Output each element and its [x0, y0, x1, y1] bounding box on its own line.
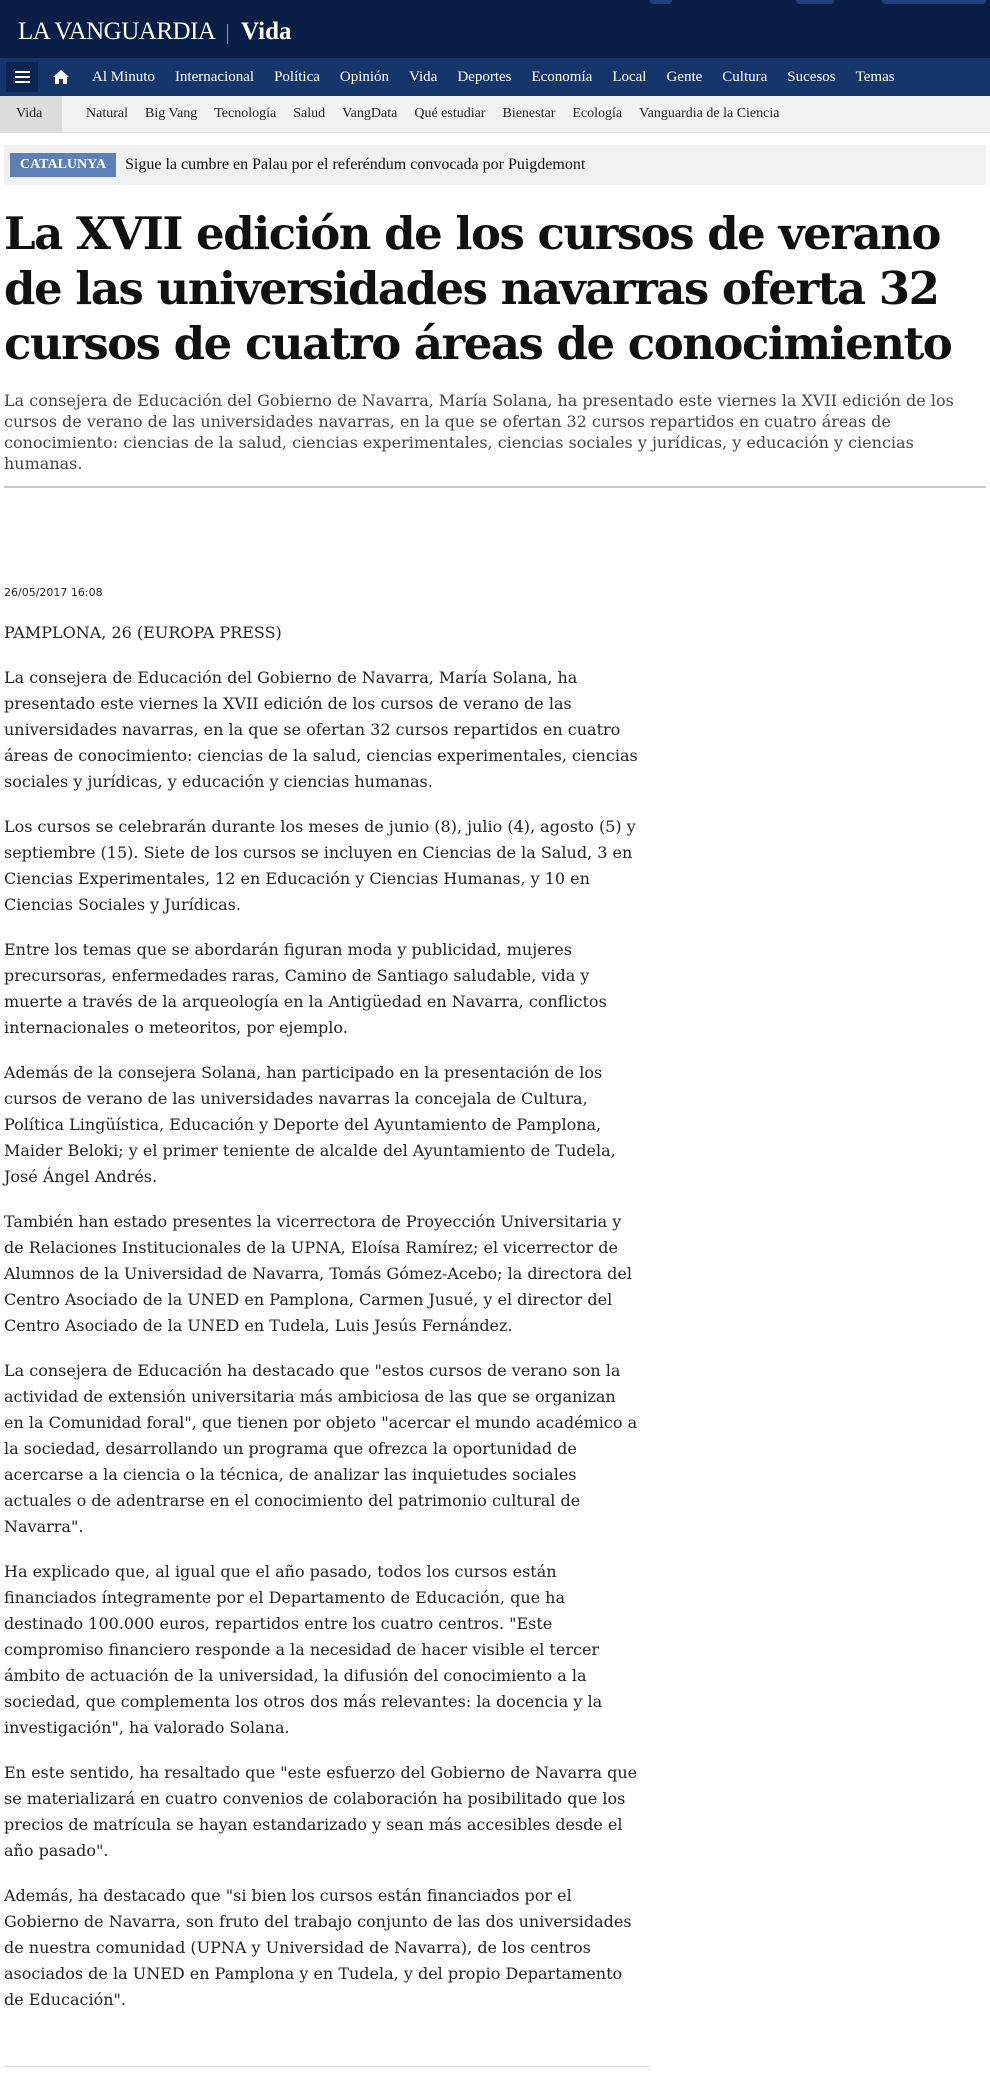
article-paragraph: En este sentido, ha resaltado que "este esfuerzo del Gobierno de Navarra que se materializará en cuatro convenios de colaboración ha posibilitado que los precios de matrícula se hayan estandarizado y sean más accesibles desde el año pasado". — [4, 1763, 638, 1860]
article-paragraph: La consejera de Educación ha destacado que "estos cursos de verano son la actividad de extensión universitaria más ambiciosa de las que se organizan en la Comunidad foral", que tienen por objeto "acercar el mundo académico a la sociedad, desarrollando un programa que ofrezca la oportunidad de acercarse a la ciencia o la técnica, de analizar las inquietudes sociales actuales o de adentrarse en el conocimiento del patrimonio cultural de Navarra". — [4, 1361, 638, 1536]
nav-item-deportes[interactable]: Deportes — [457, 68, 512, 85]
nav-item-local[interactable]: Local — [612, 68, 647, 85]
subnav-item-salud[interactable]: Salud — [293, 106, 326, 121]
article-paragraph: Además de la consejera Solana, han participado en la presentación de los cursos de verano de las universidades navarras la concejala de Cultura, Política Lingüística, Educación y Deporte del Ayuntamiento de Pamplona, Maider Beloki; y el primer teniente de alcalde del Ayuntamiento de Tudela, José Ángel Andrés. — [4, 1063, 616, 1186]
subnav-item-vangdata[interactable]: VangData — [342, 106, 398, 121]
summary-divider — [4, 486, 986, 488]
article-summary: La consejera de Educación del Gobierno de Navarra, María Solana, ha presentado este viernes la XVII edición de los cursos de verano de las universidades navarras, en la que se ofertan 32 cursos repartidos en cuatro áreas de conocimiento: ciencias de la salud, ciencias experimentales, ciencias sociales y jurídicas, y educación y ciencias humanas. — [4, 391, 954, 473]
header-stub — [650, 0, 672, 4]
article-headline: La XVII edición de los cursos de verano de las universidades navarras oferta 32 cursos de cuatro áreas de conocimiento — [4, 207, 952, 370]
breaking-news-bar[interactable] — [4, 145, 986, 185]
article-body — [4, 620, 640, 2032]
nav-item-al-minuto[interactable]: Al Minuto — [92, 68, 155, 85]
subnav-item-que-estudiar[interactable]: Qué estudiar — [414, 106, 486, 121]
nav-item-internacional[interactable]: Internacional — [174, 68, 255, 85]
subnav-item-big-vang[interactable]: Big Vang — [144, 106, 198, 121]
header-stub — [796, 0, 834, 4]
article-paragraph: La consejera de Educación del Gobierno de Navarra, María Solana, ha presentado este viernes la XVII edición de los cursos de verano de las universidades navarras, en la que se ofertan 32 cursos repartidos en cuatro áreas de conocimiento: ciencias de la salud, ciencias experimentales, ciencias sociales y jurídicas, y educación y ciencias humanas. — [4, 668, 638, 791]
site-logo[interactable]: LA VANGUARDIA — [18, 18, 216, 45]
subnav-item-natural[interactable]: Natural — [86, 106, 128, 121]
section-title[interactable]: Vida — [241, 18, 292, 45]
nav-item-politica[interactable]: Política — [274, 68, 320, 85]
article-paragraph: Además, ha destacado que "si bien los cursos están financiados por el Gobierno de Navarra, son fruto del trabajo conjunto de las dos universidades de nuestra comunidad (UPNA y Universidad de Navarra), de los centros asociados de la UNED en Pamplona y en Tudela, y del propio Departamento de Educación". — [4, 1886, 632, 2009]
article-paragraph: Entre los temas que se abordarán figuran moda y publicidad, mujeres precursoras, enfermedades raras, Camino de Santiago saludable, vida y muerte a través de la arqueología en la Antigüedad en Navarra, conflictos internacionales o meteoritos, por ejemplo. — [4, 940, 607, 1037]
subnav-item-bienestar[interactable]: Bienestar — [502, 106, 556, 121]
nav-item-economia[interactable]: Economía — [531, 68, 593, 85]
logo-divider — [227, 24, 228, 44]
subnav-item-tecnologia[interactable]: Tecnología — [214, 106, 277, 121]
main-navigation — [0, 58, 990, 96]
article-date: 26/05/2017 16:08 — [4, 586, 103, 599]
main-nav-items — [92, 58, 915, 96]
nav-item-temas[interactable]: Temas — [855, 68, 895, 85]
subnav-item-vanguardia-ciencia[interactable]: Vanguardia de la Ciencia — [639, 106, 780, 121]
article-paragraph: Ha explicado que, al igual que el año pasado, todos los cursos están financiados íntegramente por el Departamento de Educación, que ha destinado 100.000 euros, repartidos entre los cuatro centros. "Este compromiso financiero responde a la necesidad de hacer visible el tercer ámbito de actuación de la universidad, la difusión del conocimiento a la sociedad, que complementa los otros dos más relevantes: la docencia y la investigación", ha valorado Solana. — [4, 1562, 603, 1737]
header-stub — [882, 0, 986, 4]
subnav-item-ecologia[interactable]: Ecología — [572, 106, 623, 121]
nav-item-vida[interactable]: Vida — [409, 68, 438, 85]
article-paragraph: Los cursos se celebrarán durante los meses de junio (8), julio (4), agosto (5) y septiembre (15). Siete de los cursos se incluyen en Ciencias de la Salud, 3 en Ciencias Experimentales, 12 en Educación y Ciencias Humanas, y 10 en Ciencias Sociales y Jurídicas. — [4, 817, 636, 914]
nav-item-sucesos[interactable]: Sucesos — [787, 68, 836, 85]
article-paragraph: PAMPLONA, 26 (EUROPA PRESS) — [4, 623, 282, 642]
hamburger-menu-icon[interactable] — [6, 62, 38, 92]
breaking-news-link[interactable]: Sigue la cumbre en Palau por el referéndum convocada por Puigdemont — [125, 156, 586, 173]
article-paragraph: También han estado presentes la vicerrectora de Proyección Universitaria y de Relaciones Institucionales de la UPNA, Eloísa Ramírez; el vicerrector de Alumnos de la Universidad de Navarra, Tomás Gómez-Acebo; la directora del Centro Asociado de la UNED en Pamplona, Carmen Jusué, y el director del Centro Asociado de la UNED en Tudela, Luis Jesús Fernández. — [4, 1212, 632, 1335]
article-end-divider — [4, 2066, 650, 2067]
subnav-items — [86, 96, 796, 132]
breaking-news-tag[interactable]: CATALUNYA — [10, 153, 116, 177]
subnav-current-section[interactable]: Vida — [0, 96, 62, 132]
nav-item-opinion[interactable]: Opinión — [339, 68, 390, 85]
nav-item-gente[interactable]: Gente — [666, 68, 703, 85]
top-header — [0, 0, 990, 58]
nav-item-cultura[interactable]: Cultura — [722, 68, 768, 85]
home-icon[interactable] — [44, 62, 78, 92]
section-subnav — [0, 96, 990, 133]
